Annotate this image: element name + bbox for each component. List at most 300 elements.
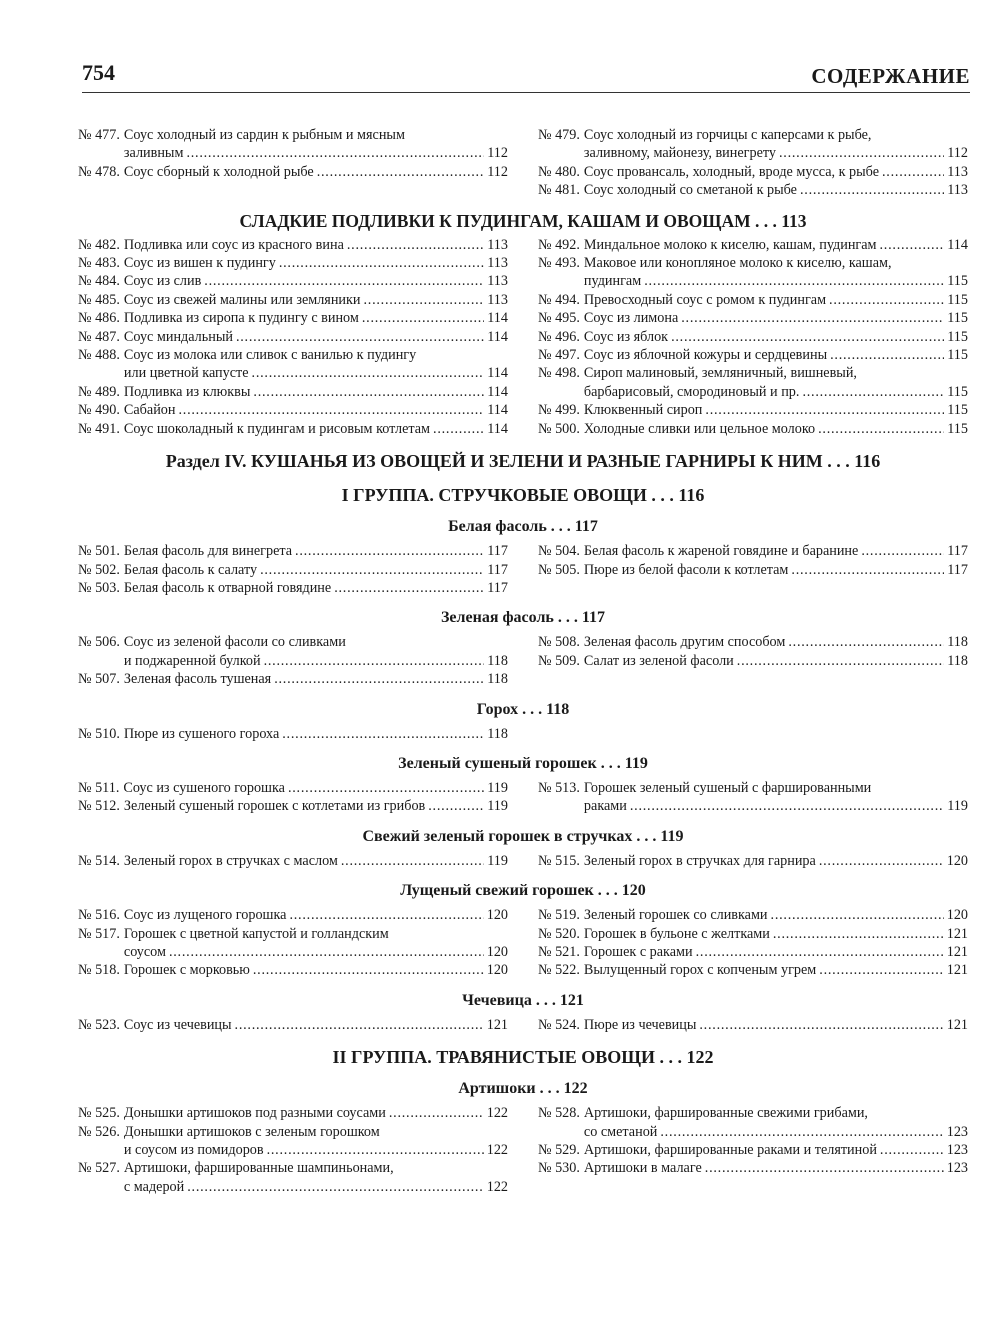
right-column — [538, 633, 968, 688]
toc-entry[interactable] — [78, 670, 508, 688]
toc-entry[interactable] — [538, 401, 968, 419]
entry-line — [584, 1141, 968, 1159]
left-column — [78, 126, 508, 200]
entry-title: Соус шоколадный к пудингам и рисовым котлетам — [123, 420, 431, 437]
entry-line — [584, 420, 968, 438]
entry-number: № 496. — [538, 328, 580, 345]
toc-entry[interactable] — [538, 236, 968, 254]
toc-entry[interactable] — [78, 272, 508, 290]
toc-entry[interactable] — [538, 364, 968, 401]
entry-line — [124, 1141, 508, 1159]
entry-title: соусом — [123, 943, 166, 960]
entry-columns — [78, 906, 968, 980]
left-column — [78, 1104, 508, 1196]
entry-page: 115 — [947, 273, 968, 290]
entry-line — [124, 943, 508, 961]
toc-entry[interactable] — [538, 779, 968, 816]
entry-title: Белая фасоль к салату — [123, 561, 258, 578]
entry-line — [584, 272, 968, 290]
entry-number: № 518. — [78, 962, 120, 979]
toc-entry[interactable] — [538, 542, 968, 560]
entry-body — [584, 163, 968, 181]
entry-title: Соус из зеленой фасоли со сливками — [123, 634, 346, 651]
entry-body — [584, 291, 968, 309]
right-column — [538, 725, 968, 743]
toc-entry[interactable] — [78, 383, 508, 401]
entry-page: 113 — [947, 182, 968, 199]
entry-body — [124, 906, 508, 924]
toc-entry[interactable] — [78, 309, 508, 327]
entry-page: 119 — [487, 779, 508, 796]
entry-number: № 517. — [78, 925, 120, 942]
entry-number: № 506. — [78, 634, 120, 651]
toc-section — [78, 880, 968, 980]
entry-number: № 512. — [78, 798, 120, 815]
entry-number: № 494. — [538, 291, 580, 308]
toc-entry[interactable] — [78, 236, 508, 254]
left-column — [78, 633, 508, 688]
entry-title: Зеленый горох в стручках с маслом — [123, 852, 338, 869]
entry-body — [124, 236, 508, 254]
entry-title: Артишоки в малаге — [583, 1160, 702, 1177]
entry-page: 121 — [946, 943, 968, 960]
toc-entry[interactable] — [78, 633, 508, 670]
entry-line — [124, 633, 508, 651]
entry-title: Подливка из сиропа к пудингу с вином — [123, 310, 359, 327]
entry-body — [584, 852, 968, 870]
entry-body — [584, 181, 968, 199]
entry-number: № 501. — [78, 543, 120, 560]
leader-dots — [267, 1141, 484, 1159]
entry-page: 118 — [487, 671, 508, 688]
entry-line — [124, 401, 508, 419]
entry-line — [584, 163, 968, 181]
entry-title: Артишоки, фаршированные шампиньонами, — [123, 1160, 394, 1177]
entry-page: 115 — [947, 347, 968, 364]
entry-title: или цветной капусте — [123, 365, 249, 382]
right-column — [538, 1104, 968, 1196]
entry-number: № 499. — [538, 402, 580, 419]
entry-number: № 530. — [538, 1160, 580, 1177]
entry-title: Соус холодный из горчицы с каперсами к рыбе, — [583, 127, 872, 143]
table-of-contents — [78, 126, 968, 1206]
toc-section — [78, 1046, 968, 1196]
entry-line — [124, 328, 508, 346]
leader-dots — [779, 144, 944, 162]
entry-line — [124, 144, 508, 162]
entry-number: № 502. — [78, 561, 120, 578]
entry-body — [124, 633, 508, 670]
entry-title: и соусом из помидоров — [123, 1142, 264, 1158]
toc-entry[interactable] — [78, 906, 508, 924]
toc-entry[interactable] — [78, 925, 508, 962]
leader-dots — [260, 561, 484, 579]
toc-entry[interactable] — [538, 126, 968, 163]
entry-number: № 522. — [538, 962, 580, 979]
entry-number: № 497. — [538, 347, 580, 364]
toc-entry[interactable] — [78, 254, 508, 272]
entry-line — [584, 561, 968, 579]
entry-title: Донышки артишоков с зеленым горошком — [123, 1123, 380, 1140]
entry-body — [124, 670, 508, 688]
entry-number: № 528. — [538, 1105, 580, 1122]
toc-entry[interactable] — [78, 579, 508, 597]
left-column — [78, 779, 508, 816]
toc-entry[interactable] — [78, 1104, 508, 1122]
toc-entry[interactable] — [78, 542, 508, 560]
entry-title: Соус из вишен к пудингу — [123, 255, 276, 272]
entry-title: Зеленый горошек со сливками — [583, 907, 768, 924]
leader-dots — [660, 1123, 943, 1141]
entry-line — [124, 254, 508, 272]
entry-columns — [78, 126, 968, 200]
entry-line — [124, 925, 508, 943]
entry-line — [584, 1016, 968, 1034]
entry-page: 112 — [487, 163, 508, 180]
leader-dots — [252, 364, 485, 382]
entry-line — [124, 420, 508, 438]
entry-columns — [78, 1016, 968, 1034]
leader-dots — [829, 291, 944, 309]
entry-number: № 526. — [78, 1123, 120, 1140]
entry-title: Зеленая фасоль тушеная — [123, 671, 272, 688]
entry-page: 119 — [487, 852, 508, 869]
toc-entry[interactable] — [538, 561, 968, 579]
toc-entry[interactable] — [78, 346, 508, 383]
right-column — [538, 126, 968, 200]
entry-body — [584, 779, 968, 816]
entry-line — [124, 852, 508, 870]
entry-body — [124, 291, 508, 309]
entry-number: № 529. — [538, 1142, 580, 1158]
entry-body — [124, 925, 508, 962]
entry-page: 120 — [486, 907, 508, 924]
leader-dots — [705, 1159, 944, 1177]
entry-page: 113 — [487, 255, 508, 272]
entry-number: № 508. — [538, 634, 580, 651]
entry-number: № 505. — [538, 561, 580, 578]
entry-title: Сабайон — [123, 402, 176, 419]
entry-body — [124, 126, 508, 163]
leader-dots — [882, 163, 944, 181]
entry-body — [584, 1141, 968, 1159]
toc-entry[interactable] — [538, 943, 968, 961]
entry-line — [124, 383, 508, 401]
toc-section — [78, 210, 968, 438]
entry-columns — [78, 725, 968, 743]
entry-line — [124, 1104, 508, 1122]
entry-page: 118 — [487, 652, 508, 669]
toc-entry[interactable] — [78, 561, 508, 579]
left-column — [78, 542, 508, 597]
entry-line — [124, 542, 508, 560]
entry-line — [584, 383, 968, 401]
entry-title: Соус из яблочной кожуры и сердцевины — [583, 347, 828, 364]
entry-number: № 481. — [538, 182, 580, 199]
toc-entry[interactable] — [78, 852, 508, 870]
entry-number: № 515. — [538, 852, 580, 869]
leader-dots — [819, 961, 943, 979]
toc-entry[interactable] — [538, 1159, 968, 1177]
leader-dots — [671, 328, 944, 346]
entry-line — [124, 346, 508, 364]
entry-title: Соус из лущеного горошка — [123, 907, 287, 924]
toc-entry[interactable] — [538, 291, 968, 309]
entry-line — [124, 272, 508, 290]
toc-section — [78, 450, 968, 597]
leader-dots — [364, 291, 485, 309]
entry-body — [124, 561, 508, 579]
toc-entry[interactable] — [538, 420, 968, 438]
entry-title: Соус миндальный — [123, 328, 233, 345]
toc-entry[interactable] — [78, 1123, 508, 1160]
leader-dots — [880, 1141, 944, 1159]
entry-page: 115 — [947, 402, 968, 419]
entry-number: № 485. — [78, 291, 120, 308]
toc-entry[interactable] — [78, 401, 508, 419]
entry-number: № 487. — [78, 328, 120, 345]
toc-entry[interactable] — [538, 961, 968, 979]
entry-line — [124, 236, 508, 254]
entry-line — [124, 1159, 508, 1177]
entry-title: Артишоки, фаршированные раками и телятиной — [583, 1142, 877, 1158]
entry-line — [124, 652, 508, 670]
leader-dots — [880, 236, 945, 254]
entry-body — [584, 925, 968, 943]
toc-section — [78, 990, 968, 1034]
entry-body — [584, 328, 968, 346]
entry-line — [124, 906, 508, 924]
entry-body — [124, 852, 508, 870]
leader-dots — [289, 906, 483, 924]
entry-body — [584, 1104, 968, 1141]
entry-page: 113 — [487, 291, 508, 308]
entry-title: Белая фасоль к жареной говядине и баранине — [583, 543, 859, 560]
leader-dots — [644, 272, 944, 290]
leader-dots — [788, 633, 944, 651]
entry-columns — [78, 633, 968, 688]
entry-title: Пюре из белой фасоли к котлетам — [583, 561, 789, 578]
toc-entry[interactable] — [538, 181, 968, 199]
entry-page: 120 — [486, 962, 508, 979]
toc-entry[interactable] — [538, 652, 968, 670]
entry-title: Салат из зеленой фасоли — [583, 652, 734, 669]
leader-dots — [279, 254, 484, 272]
entry-number: № 525. — [78, 1105, 120, 1122]
toc-entry[interactable] — [78, 163, 508, 181]
right-column — [538, 852, 968, 870]
entry-title: Пюре из чечевицы — [583, 1016, 697, 1033]
entry-line — [584, 943, 968, 961]
entry-line — [584, 961, 968, 979]
section-heading: СЛАДКИЕ ПОДЛИВКИ К ПУДИНГАМ, КАШАМ И ОВОЩАМ . . . 113 — [239, 210, 807, 231]
left-column — [78, 1016, 508, 1034]
entry-body — [584, 309, 968, 327]
entry-title: Соус из яблок — [583, 328, 669, 345]
entry-page: 121 — [946, 1016, 968, 1033]
entry-columns — [78, 852, 968, 870]
entry-body — [123, 779, 508, 797]
leader-dots — [389, 1104, 484, 1122]
entry-line — [584, 364, 968, 382]
leader-dots — [204, 272, 484, 290]
entry-title: Соус провансаль, холодный, вроде мусса, к рыбе — [583, 163, 880, 180]
toc-entry[interactable] — [78, 1159, 508, 1196]
toc-entry[interactable] — [78, 779, 508, 797]
entry-page: 115 — [947, 328, 968, 345]
entry-number: № 521. — [538, 943, 580, 960]
entry-line — [124, 291, 508, 309]
leader-dots — [169, 943, 484, 961]
entry-page: 115 — [947, 383, 968, 400]
toc-entry[interactable] — [538, 328, 968, 346]
leader-dots — [264, 652, 485, 670]
right-column — [538, 779, 968, 816]
entry-line — [584, 633, 968, 651]
entry-number: № 510. — [78, 725, 120, 742]
entry-page: 121 — [946, 925, 968, 942]
entry-body — [584, 961, 968, 979]
group-heading: I ГРУППА. СТРУЧКОВЫЕ ОВОЩИ . . . 116 — [341, 485, 705, 506]
toc-entry[interactable] — [78, 725, 508, 743]
entry-line — [584, 291, 968, 309]
leader-dots — [433, 420, 484, 438]
entry-page: 113 — [947, 163, 968, 180]
entry-title: Зеленый сушеный горошек с котлетами из грибов — [123, 798, 426, 815]
entry-title: Донышки артишоков под разными соусами — [123, 1105, 386, 1122]
toc-entry[interactable] — [538, 346, 968, 364]
entry-page: 117 — [947, 561, 968, 578]
entry-body — [124, 383, 508, 401]
entry-title: Клюквенный сироп — [583, 402, 703, 419]
toc-entry[interactable] — [538, 1141, 968, 1159]
entry-number: № 527. — [78, 1160, 120, 1177]
entry-body — [124, 309, 508, 327]
leader-dots — [819, 852, 944, 870]
subsection-heading: Чечевица . . . 121 — [462, 991, 584, 1009]
toc-entry[interactable] — [538, 852, 968, 870]
toc-entry[interactable] — [538, 906, 968, 924]
entry-title: Соус из чечевицы — [123, 1016, 232, 1033]
entry-title: Белая фасоль для винегрета — [123, 543, 293, 560]
entry-line — [123, 779, 508, 797]
entry-page: 118 — [487, 725, 508, 742]
section-heading: Раздел IV. КУШАНЬЯ ИЗ ОВОЩЕЙ И ЗЕЛЕНИ И РАЗНЫЕ ГАРНИРЫ К НИМ . . . 116 — [165, 451, 881, 472]
toc-entry[interactable] — [78, 797, 508, 815]
entry-number: № 491. — [78, 420, 120, 437]
entry-page: 118 — [947, 634, 968, 651]
leader-dots — [236, 328, 484, 346]
entry-page: 123 — [946, 1160, 968, 1177]
entry-title: раками — [583, 798, 627, 815]
entry-line — [584, 925, 968, 943]
entry-page: 114 — [487, 365, 508, 382]
toc-entry[interactable] — [538, 254, 968, 291]
entry-title: Горошек в бульоне с желтками — [583, 925, 770, 942]
entry-line — [124, 1016, 508, 1034]
left-column — [78, 906, 508, 980]
entry-number: № 488. — [78, 347, 120, 364]
entry-body — [124, 1159, 508, 1196]
group-heading: II ГРУППА. ТРАВЯНИСТЫЕ ОВОЩИ . . . 122 — [332, 1047, 714, 1068]
toc-entry[interactable] — [78, 126, 508, 163]
entry-page: 114 — [487, 402, 508, 419]
entry-number: № 524. — [538, 1016, 580, 1033]
toc-entry[interactable] — [538, 309, 968, 327]
entry-page: 122 — [486, 1105, 508, 1122]
leader-dots — [253, 383, 484, 401]
left-column — [78, 236, 508, 438]
left-column — [78, 725, 508, 743]
toc-entry[interactable] — [538, 925, 968, 943]
entry-page: 119 — [487, 798, 508, 815]
entry-body — [584, 943, 968, 961]
subsection-heading: Белая фасоль . . . 117 — [448, 518, 598, 536]
leader-dots — [861, 542, 944, 560]
entry-number: № 513. — [538, 779, 580, 796]
subsection-heading: Горох . . . 118 — [476, 700, 570, 718]
toc-section — [78, 753, 968, 816]
entry-title: Соус из сушеного горошка — [123, 779, 285, 796]
entry-page: 117 — [487, 561, 508, 578]
entry-page: 117 — [487, 579, 508, 596]
entry-number: № 483. — [78, 255, 120, 272]
entry-title: заливному, майонезу, винегрету — [583, 145, 776, 162]
entry-body — [124, 272, 508, 290]
leader-dots — [362, 309, 484, 327]
entry-body — [124, 163, 508, 181]
toc-entry[interactable] — [538, 1104, 968, 1141]
entry-title: Соус из лимона — [583, 310, 679, 327]
toc-entry[interactable] — [78, 1016, 508, 1034]
entry-number: № 486. — [78, 310, 120, 327]
entry-body — [584, 542, 968, 560]
entry-title: Пюре из сушеного гороха — [123, 725, 280, 742]
entry-line — [124, 670, 508, 688]
entry-page: 112 — [947, 145, 968, 162]
entry-title: заливным — [123, 145, 184, 162]
entry-page: 114 — [487, 328, 508, 345]
toc-entry[interactable] — [538, 633, 968, 651]
entry-number: № 477. — [78, 127, 120, 143]
toc-entry[interactable] — [538, 1016, 968, 1034]
entry-number: № 500. — [538, 420, 580, 437]
toc-entry[interactable] — [78, 291, 508, 309]
entry-line — [124, 1178, 508, 1196]
leader-dots — [341, 852, 484, 870]
toc-entry[interactable] — [78, 961, 508, 979]
entry-number: № 498. — [538, 365, 580, 382]
entry-body — [584, 633, 968, 651]
subsection-heading: Свежий зеленый горошек в стручках . . . 119 — [362, 827, 684, 845]
entry-page: 120 — [486, 943, 508, 960]
entry-body — [584, 364, 968, 401]
leader-dots — [295, 542, 484, 560]
entry-title: Соус из слив — [123, 273, 202, 290]
entry-line — [584, 144, 968, 162]
leader-dots — [773, 925, 944, 943]
toc-section — [78, 699, 968, 743]
entry-title: барбарисовый, смородиновый и пр. — [583, 383, 800, 400]
toc-entry[interactable] — [78, 420, 508, 438]
entry-number: № 490. — [78, 402, 120, 419]
entry-columns — [78, 236, 968, 438]
toc-entry[interactable] — [78, 328, 508, 346]
leader-dots — [235, 1016, 484, 1034]
right-column — [538, 542, 968, 597]
toc-entry[interactable] — [538, 163, 968, 181]
entry-line — [584, 328, 968, 346]
